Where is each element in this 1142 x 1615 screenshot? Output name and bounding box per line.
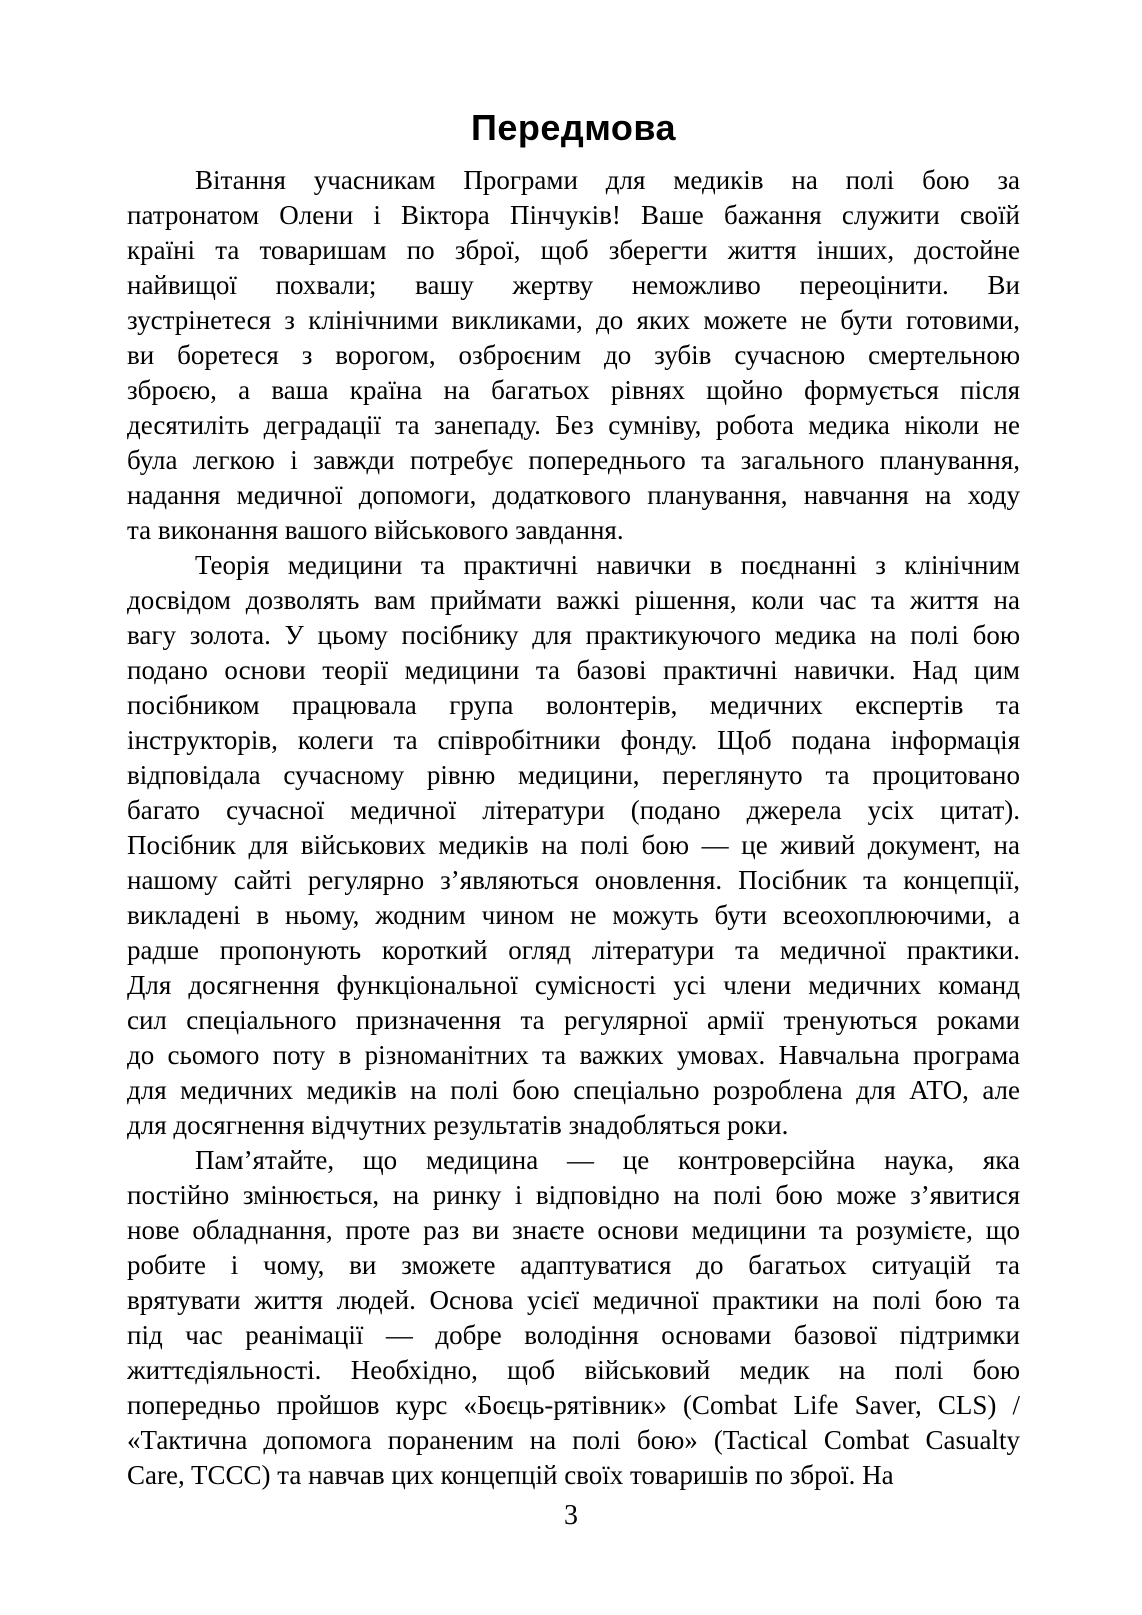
text-line: патронатом Олени і Віктора Пінчуків! Ваше бажання служити своїй (127, 200, 1020, 230)
text-line: до сьомого поту в різноманітних та важких умовах. Навчальна програма (127, 1040, 1020, 1070)
paragraph (127, 163, 1020, 548)
text-line: постійно змінюється, на ринку і відповідно на полі бою може з’явитися (127, 1180, 1020, 1210)
text-line: попередньо пройшов курс «Боєць-рятівник» (Combat Life Saver, CLS) / (127, 1390, 1020, 1420)
text-line: надання медичної допомоги, додаткового планування, навчання на ходу (127, 480, 1020, 510)
text-line: для досягнення відчутних результатів знадобляться роки. (127, 1110, 789, 1140)
text-line: сил спеціального призначення та регулярної армії тренуються роками (127, 1005, 1020, 1035)
paragraph (127, 1143, 1020, 1493)
text-line: та виконання вашого військового завдання. (127, 515, 624, 545)
text-line: Посібник для військових медиків на полі бою — це живий документ, на (127, 830, 1020, 860)
text-line: зустрінетеся з клінічними викликами, до яких можете не бути готовими, (127, 305, 1020, 335)
document-body (127, 163, 1020, 1493)
text-line: нашому сайті регулярно з’являються оновлення. Посібник та концепції, (127, 865, 1020, 895)
text-line: робите і чому, ви зможете адаптуватися до багатьох ситуацій та (127, 1250, 1020, 1280)
page-title: Передмова (470, 107, 677, 148)
text-line: для медичних медиків на полі бою спеціально розроблена для АТО, але (127, 1075, 1020, 1105)
text-line: подано основи теорії медицини та базові практичні навички. Над цим (127, 655, 1020, 685)
text-line: країні та товаришам по зброї, щоб зберегти життя інших, достойне (127, 235, 1020, 265)
text-line: була легкою і завжди потребує попереднього та загального планування, (127, 445, 1020, 475)
text-line: Теорія медицини та практичні навички в поєднанні з клінічним (195, 550, 1020, 580)
text-line: «Тактична допомога пораненим на полі бою» (Tactical Combat Casualty (127, 1425, 1020, 1455)
text-line: багато сучасної медичної літератури (подано джерела усіх цитат). (127, 795, 1020, 825)
text-line: Пам’ятайте, що медицина — це контроверсійна наука, яка (195, 1145, 1020, 1175)
text-line: Care, TCCC) та навчав цих концепцій своїх товаришів по зброї. На (127, 1460, 894, 1490)
text-line: досвідом дозволять вам приймати важкі рішення, коли час та життя на (127, 585, 1020, 615)
text-line: врятувати життя людей. Основа усієї медичної практики на полі бою та (127, 1285, 1020, 1315)
text-line: вагу золота. У цьому посібнику для практикуючого медика на полі бою (127, 620, 1020, 650)
page-number: 3 (564, 1500, 578, 1531)
text-line: посібником працювала група волонтерів, медичних експертів та (127, 690, 1020, 720)
text-line: десятиліть деградації та занепаду. Без сумніву, робота медика ніколи не (127, 410, 1020, 440)
text-line: радше пропонують короткий огляд літератури та медичної практики. (127, 935, 1020, 965)
text-line: Для досягнення функціональної сумісності усі члени медичних команд (127, 970, 1020, 1000)
text-line: зброєю, а ваша країна на багатьох рівнях щойно формується після (127, 375, 1020, 405)
text-line: життєдіяльності. Необхідно, щоб військовий медик на полі бою (127, 1355, 1020, 1385)
text-line: під час реанімації — добре володіння основами базової підтримки (127, 1320, 1020, 1350)
paragraph (127, 548, 1020, 1143)
text-line: інструкторів, колеги та співробітники фонду. Щоб подана інформація (127, 725, 1020, 755)
text-line: Вітання учасникам Програми для медиків на полі бою за (195, 165, 1020, 195)
text-line: викладені в ньому, жодним чином не можуть бути всеохоплюючими, а (127, 900, 1020, 930)
text-line: нове обладнання, проте раз ви знаєте основи медицини та розумієте, що (127, 1215, 1020, 1245)
text-line: найвищої похвали; вашу жертву неможливо переоцінити. Ви (127, 270, 1020, 300)
text-line: відповідала сучасному рівню медицини, переглянуто та процитовано (127, 760, 1020, 790)
text-line: ви боретеся з ворогом, озброєним до зубів сучасною смертельною (127, 340, 1020, 370)
